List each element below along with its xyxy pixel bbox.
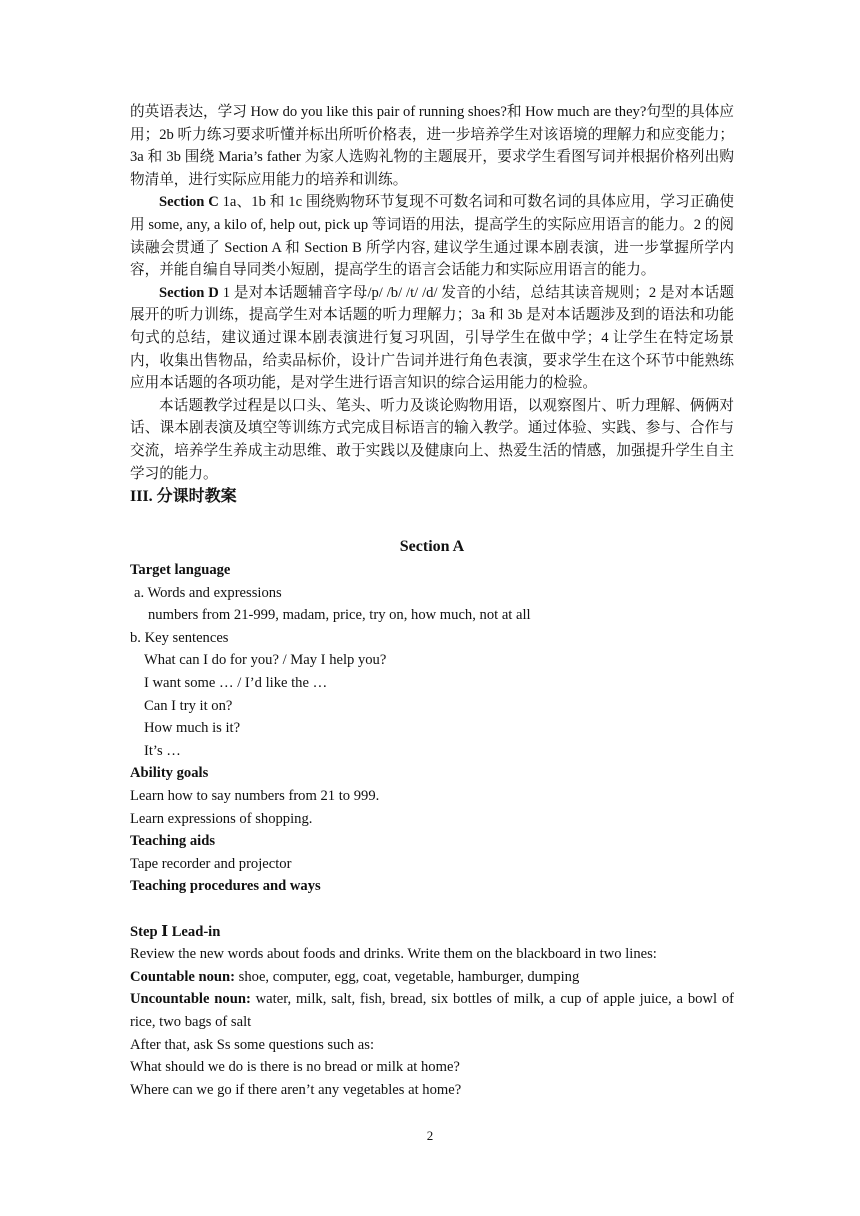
after-text: After that, ask Ss some questions such as: [130, 1036, 375, 1053]
countable-label: Countable noun: [130, 968, 236, 985]
procedures-heading: Teaching procedures and ways [130, 878, 321, 895]
ability-item: Learn how to say numbers from 21 to 999. [130, 788, 380, 805]
section-d-label: Section D [159, 284, 219, 301]
section-d-text: 1 是对本话题辅音字母/p/ /b/ /t/ /d/ 发音的小结，总结其读音规则；2 是对本话题展开的听力训练，提高学生对本话题的听力理解力；3a 和 3b 是对本话题涉及到的语法和功能句式的总结，建议通过课本剧表演进行复习巩固，引导学生在做中学；4 让学生在特定场景内，收集出售物品，给卖品标价，设计广告词并进行角色表演，要求学生在这个环节中能熟练应用本话题的各项功能，是对学生进行语言知识的综合运用能力的检验。 [130, 284, 734, 392]
target-language-heading: Target language [130, 562, 231, 579]
page-number: 2 [426, 1128, 434, 1143]
spacer [130, 898, 734, 921]
countable-text: shoe, computer, egg, coat, vegetable, hamburger, dumping [235, 968, 580, 985]
section-a-title: Section A [399, 538, 465, 556]
key-sentence: It’s … [144, 742, 181, 759]
section-c-paragraph [130, 191, 734, 281]
key-sentences-label: b. Key sentences [130, 629, 229, 646]
intro-paragraph: 的英语表达，学习 How do you like this pair of running shoes?和 How much are they?句型的具体应用；2b 听力练习要求听懂并标出所听价格表，进一步培养学生对该语境的理解力和应变能力；3a 和 3b 围绕 Maria’s father 为家人选购礼物的主题展开，要求学生看图写词并根据价格列出购物清单，进行实际应用能力的培养和训练。 [130, 104, 734, 188]
section-c-label: Section C [159, 194, 219, 211]
uncountable-line [130, 988, 734, 1033]
spacer [130, 509, 734, 535]
step-1-heading: Step Ⅰ Lead-in [130, 923, 221, 940]
words-list: numbers from 21-999, madam, price, try on, how much, not at all [148, 607, 531, 624]
key-sentence: How much is it? [144, 720, 241, 737]
heading-iii: III. 分课时教案 [130, 488, 237, 506]
section-d-paragraph [130, 282, 734, 395]
teaching-aids-text: Tape recorder and projector [130, 855, 292, 872]
words-label: a. Words and expressions [134, 584, 282, 601]
key-sentence: I want some … / I’d like the … [144, 675, 328, 692]
ability-goals-heading: Ability goals [130, 765, 209, 782]
uncountable-text: water, milk, salt, fish, bread, six bottles of milk, a cup of apple juice, a bowl of rice, two bags of salt [130, 991, 735, 1030]
section-c-text: 1a、1b 和 1c 围绕购物环节复现不可数名词和可数名词的具体应用，学习正确使用 some, any, a kilo of, help out, pick up 等词语的用法，提高学生的实际应用语言的能力。2 的阅读融会贯通了 Section A 和 Section B 所学内容, 建议学生通过课本剧表演，进一步掌握所学内容，并能自编自导同类小短剧，提高学生的语言会话能力和实际应用语言的能力。 [130, 194, 734, 279]
question: What should we do is there is no bread or milk at home? [130, 1059, 460, 1076]
uncountable-label: Uncountable noun: [130, 991, 251, 1008]
countable-line [130, 966, 734, 989]
key-sentence: Can I try it on? [144, 697, 233, 714]
page-content [130, 101, 734, 1101]
question: Where can we go if there aren’t any vegetables at home? [130, 1081, 462, 1098]
summary-paragraph: 本话题教学过程是以口头、笔头、听力及谈论购物用语，以观察图片、听力理解、俩俩对话、课本剧表演及填空等训练方式完成目标语言的输入教学。通过体验、实践、参与、合作与交流，培养学生养成主动思维、敢于实践以及健康向上、热爱生活的情感，加强提升学生自主学习的能力。 [130, 397, 734, 482]
ability-item: Learn expressions of shopping. [130, 810, 313, 827]
key-sentence: What can I do for you? / May I help you? [144, 652, 387, 669]
review-text: Review the new words about foods and drinks. Write them on the blackboard in two lines: [130, 946, 657, 963]
teaching-aids-heading: Teaching aids [130, 833, 216, 850]
